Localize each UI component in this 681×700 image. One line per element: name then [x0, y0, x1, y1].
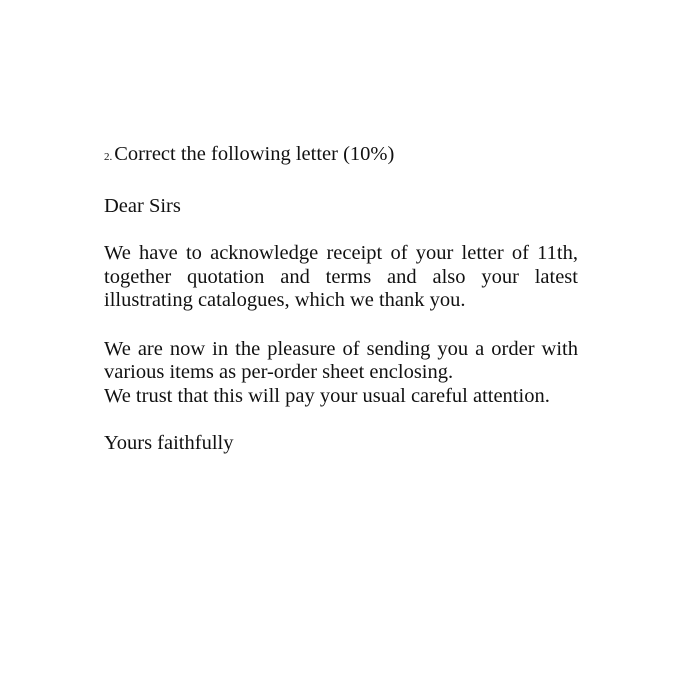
letter-salutation: Dear Sirs [104, 194, 181, 217]
letter-paragraph-3: We trust that this will pay your usual careful attention. [104, 384, 550, 407]
question-number: 2. [104, 151, 113, 163]
question-title: Correct the following letter (10%) [114, 143, 395, 165]
letter-closing: Yours faithfully [104, 432, 234, 454]
question-heading [104, 143, 578, 170]
letter-paragraph-1: We have to acknowledge receipt of your letter of 11th, together quotation and terms and also your latest illustrating catalogues, which we thank you. [104, 242, 578, 311]
exercise-page [104, 143, 578, 456]
letter-paragraph-2: We are now in the pleasure of sending you a order with various items as per-order sheet enclosing. [104, 337, 578, 383]
